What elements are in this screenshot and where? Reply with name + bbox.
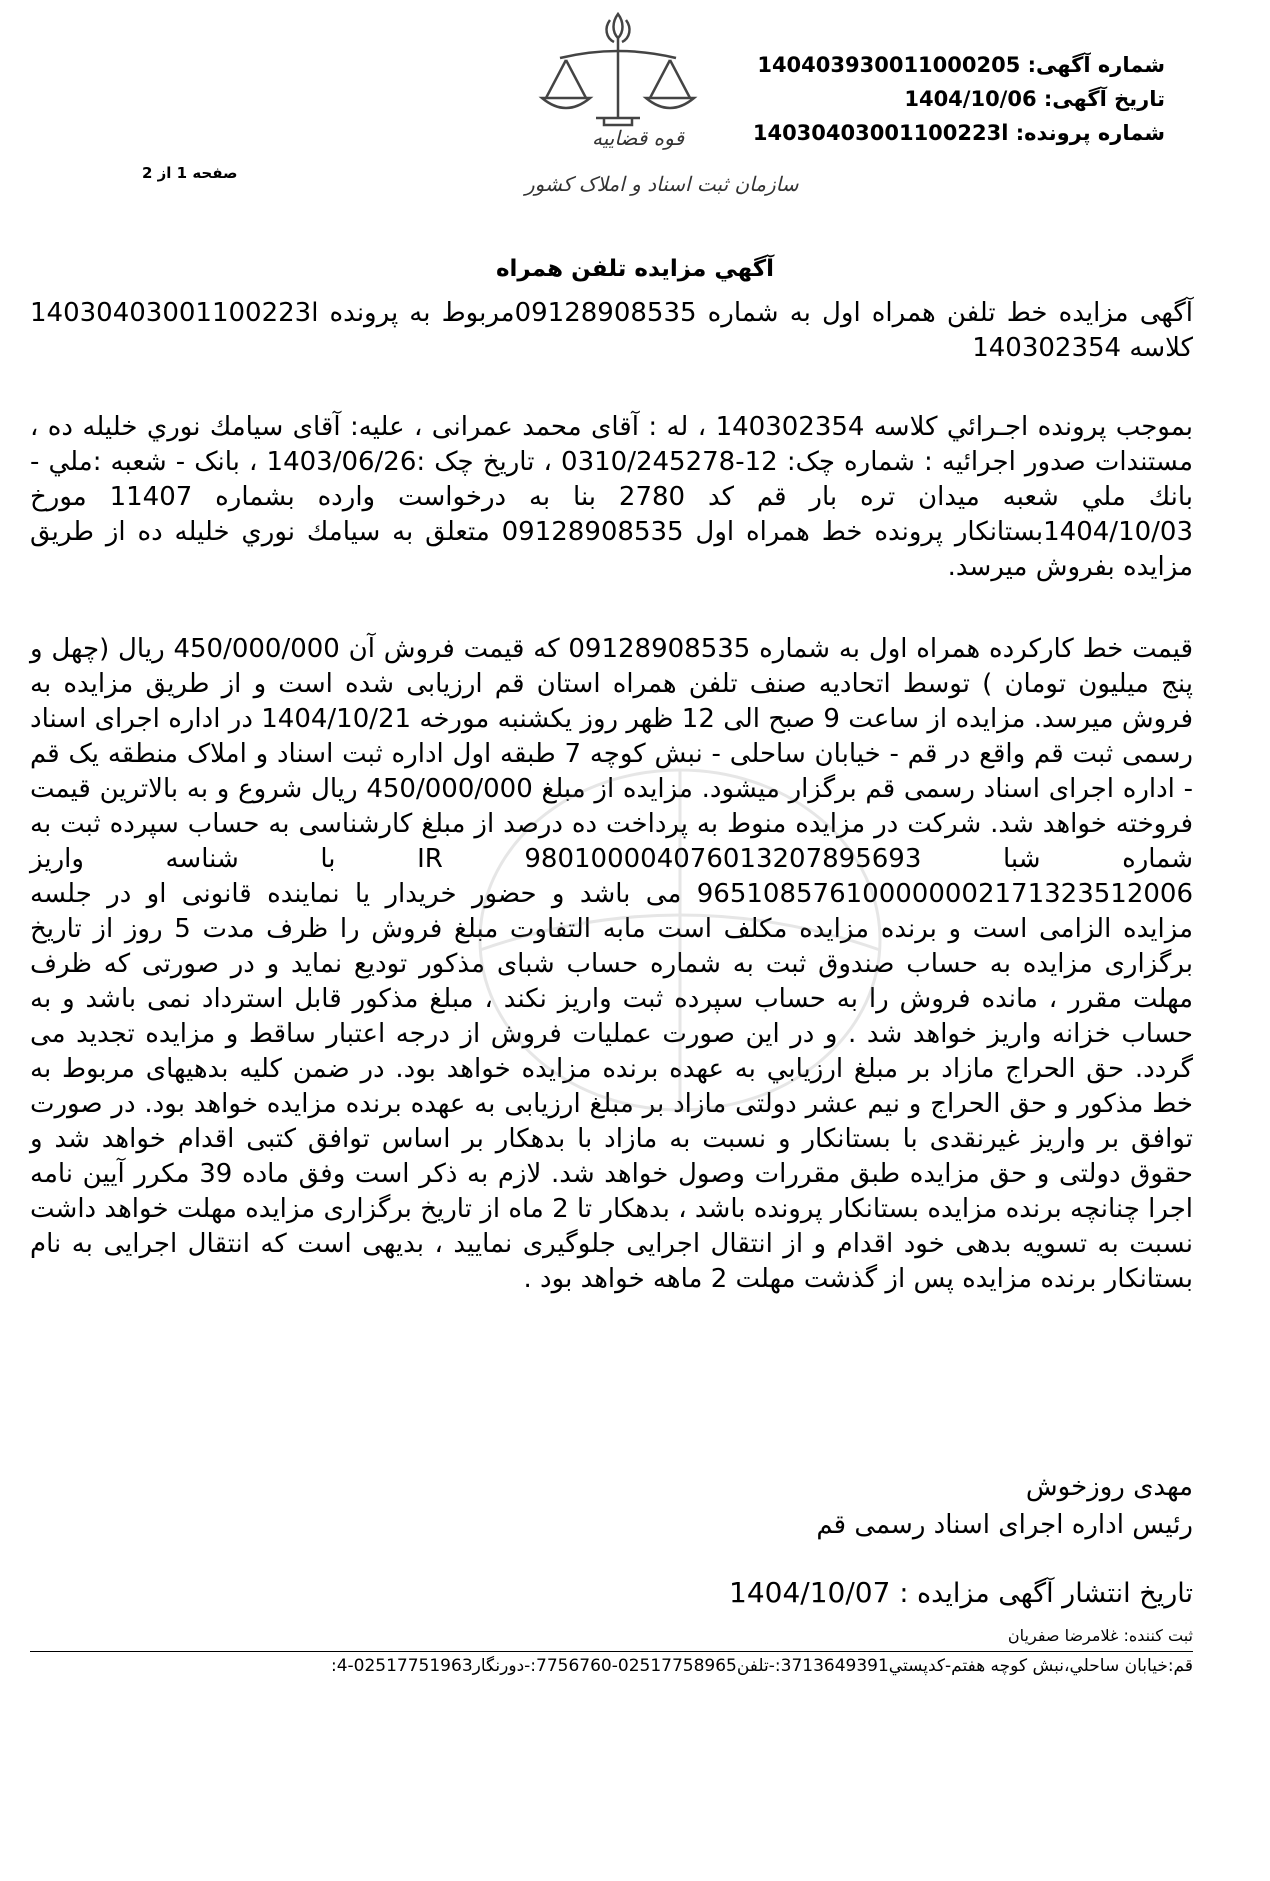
execution-paragraph — [30, 410, 1193, 585]
registrar — [1008, 1626, 1193, 1645]
case-number-value: 14030403001100223l — [752, 121, 1009, 145]
auction-terms-paragraph — [30, 632, 1193, 1297]
case-number-row — [705, 116, 1165, 150]
case-number-label: شماره پرونده: — [1015, 121, 1165, 145]
subject-text: آگهی مزایده خط تلفن همراه اول به شماره 09128908535مربوط به پرونده 14030403001100223l کلاسه 140302354 — [30, 298, 1193, 363]
footer-divider — [30, 1651, 1193, 1652]
signer-name: مهدی روزخوش — [1025, 1472, 1193, 1502]
notice-date-row — [705, 82, 1165, 116]
publication-date-label: تاریخ انتشار آگهی مزایده : — [899, 1578, 1193, 1609]
signer-position: رئیس اداره اجرای اسناد رسمی قم — [816, 1510, 1193, 1540]
publication-date — [729, 1576, 1193, 1609]
notice-metadata — [705, 48, 1165, 150]
notice-number-value: 140403930011000205 — [757, 53, 1021, 77]
registrar-name: غلامرضا صفريان — [1007, 1626, 1119, 1645]
notice-number-row — [705, 48, 1165, 82]
notice-number-label: شماره آگهی: — [1027, 53, 1165, 77]
page-number: صفحه 1 از 2 — [142, 164, 238, 182]
office-address-footer: قم:خيابان ساحلي،نبش كوچه هفتم-كدپستي3713649391:-تلفن02517758965-7756760:-دورنگار02517751963-4: — [330, 1656, 1193, 1676]
execution-text: بموجب پرونده اجـرائي كلاسه 140302354 ، له : آقای محمد عمرانی ، علیه: آقای سيامك نوري خليله ده ، مستندات صدور اجرائيه : شماره چک: 12-0310/245278 ، تاریخ چک :1403/06/26 ، بانک - شعبه :ملي - بانك ملي شعبه ميدان تره بار قم كد 2780 بنا به درخواست وارده بشماره 11407 مورخ 1404/10/03بستانكار پرونده خط همراه اول 09128908535 متعلق به سيامك نوري خليله ده از طريق مزايده بفروش ميرسد. — [30, 412, 1194, 582]
notice-subject — [30, 296, 1193, 366]
registrar-label: ثبت کننده: — [1123, 1626, 1193, 1645]
auction-terms-text: قیمت خط کارکرده همراه اول به شماره 09128908535 که قیمت فروش آن 450/000/000 ریال (چهل و پنج میلیون تومان ) توسط اتحادیه صنف تلفن همراه استان قم ارزیابی شده است و از طریق مزایده به فروش میرسد. مزایده از ساعت 9 صبح الی 12 ظهر روز یکشنبه مورخه 1404/10/21 در اداره اجرای اسناد رسمی ثبت قم واقع در قم - خیابان ساحلی - نبش کوچه 7 طبقه اول اداره ثبت اسناد و املاک منطقه یک قم - اداره اجرای اسناد رسمی قم برگزار میشود. مزایده از مبلغ 450/000/000 ریال شروع و به بالاترین قیمت فروخته خواهد شد. شرکت در مزایده منوط به پرداخت ده درصد از مبلغ کارشناسی به حساب سپرده ثبت به شماره شبا IR 980100004076013207895693 با شناسه واریز 965108576100000002171323512006 می باشد و حضور خریدار یا نماینده قانونی او در جلسه مزایده الزامی است و برنده مزایده مکلف است مابه التفاوت مبلغ فروش را ظرف مدت 5 روز از تاریخ برگزاری مزایده به حساب صندوق ثبت به شماره حساب شبای مذکور تودیع نماید و در صورتی که ظرف مهلت مقرر ، مانده فروش را به حساب سپرده ثبت واریز نکند ، مبلغ مذکور قابل استرداد نمی باشد و به حساب خزانه واریز خواهد شد . و در این صورت عملیات فروش از درجه اعتبار ساقط و مزایده تجدید می گردد. حق الحراج مازاد بر مبلغ ارزيابي به عهده برنده مزايده خواهد بود. در ضمن کلیه بدهیهای مربوط به خط مذکور و حق الحراج و نیم عشر دولتی مازاد بر مبلغ ارزیابی به عهده برنده مزایده خواهد بود. در صورت توافق بر واريز غيرنقدی با بستانکار و نسبت به مازاد با بدهکار بر اساس توافق كتبی اقدام خواهد شد و حقوق دولتی و حق مزایده طبق مقررات وصول خواهد شد. لازم به ذکر است وفق ماده 39 مکرر آیین نامه اجرا چنانچه برنده مزایده بستانکار پرونده باشد ، بدهکار تا 2 ماه از تاریخ برگزاری مزایده مهلت خواهد داشت نسبت به تسویه بدهی خود اقدام و از انتقال اجرایی جلوگیری نمایید ، بدیهی است که انتقال اجرایی به نام بستانکار برنده مزایده پس از گذشت مهلت 2 ماهه خواهد بود . — [30, 634, 1194, 1294]
signature-block — [816, 1468, 1193, 1544]
emblem-caption-judiciary: قوه قضاییه — [592, 126, 685, 150]
notice-title: آگهي مزايده تلفن همراه — [495, 256, 775, 282]
notice-date-label: تاریخ آگهی: — [1043, 87, 1165, 111]
publication-date-value: 1404/10/07 — [729, 1576, 891, 1609]
emblem-caption-registration-org: سازمان ثبت اسناد و املاک کشور — [525, 172, 799, 196]
notice-date-value: 1404/10/06 — [904, 87, 1037, 111]
